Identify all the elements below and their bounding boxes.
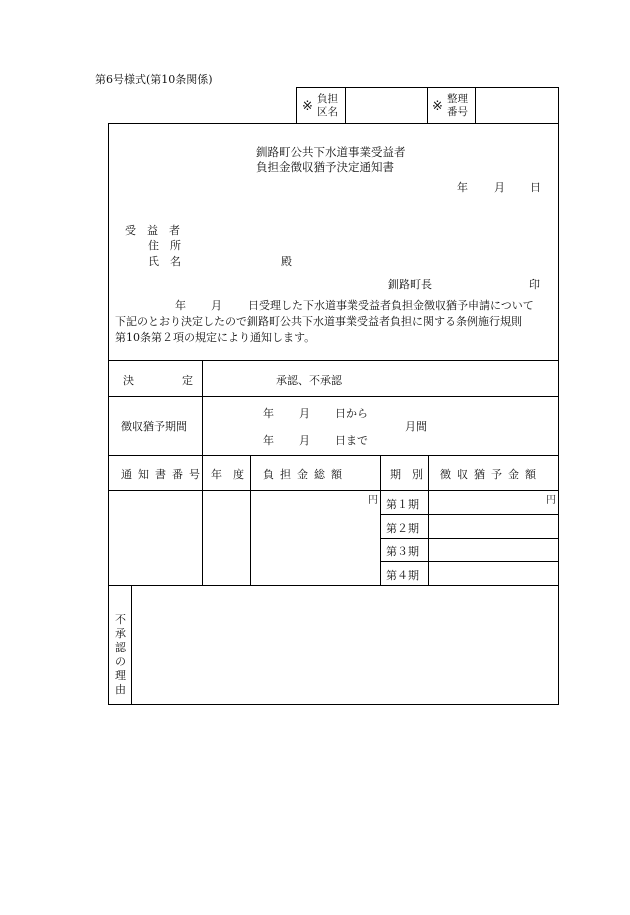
name-label: 氏 名	[148, 255, 181, 268]
reason-char-1: 不	[115, 613, 126, 626]
period-to-suffix: 日まで	[335, 434, 368, 447]
divider-period-4	[380, 561, 558, 562]
divider-total-column	[380, 455, 381, 585]
period-from-month: 月	[299, 407, 310, 420]
burden-area-label-line2: 区名	[317, 106, 338, 118]
header-boxes	[296, 87, 559, 124]
decision-label-right: 定	[182, 374, 193, 387]
burden-area-label-cell	[297, 88, 346, 124]
header-deferred-amount: 徴収猶予金額	[440, 468, 542, 481]
seal-mark: 印	[529, 278, 540, 291]
issuer-name: 釧路町長	[388, 278, 432, 291]
decision-value[interactable]: 承認、不承認	[276, 374, 342, 387]
burden-area-input[interactable]	[346, 88, 428, 124]
date-year: 年	[457, 181, 468, 194]
period-2-label: 第２期	[386, 522, 419, 535]
title-line2: 負担金徴収猶予決定通知書	[256, 160, 394, 174]
body-year: 年	[175, 299, 186, 312]
date-month: 月	[494, 181, 505, 194]
note-mark: ※	[302, 99, 313, 114]
divider-table-header-top	[109, 455, 558, 456]
divider-period-3	[380, 538, 558, 539]
body-month: 月	[211, 299, 222, 312]
address-label: 住 所	[148, 239, 181, 252]
reason-char-6: 由	[115, 683, 126, 696]
recipient-role: 受 益 者	[125, 224, 180, 237]
period-to-year: 年	[263, 434, 274, 447]
reason-char-3: 認	[115, 641, 126, 654]
reason-char-2: 承	[115, 627, 126, 640]
reference-number-input[interactable]	[476, 88, 558, 124]
header-fiscal-year: 年 度	[211, 468, 244, 481]
header-notice-number: 通知書番号	[121, 468, 206, 481]
body-line1: 日受理した下水道事業受益者負担金徴収猶予申請について	[248, 299, 534, 312]
divider-table-body-top	[109, 490, 558, 491]
divider-reason-top	[109, 585, 558, 586]
reference-label-line2: 番号	[447, 106, 468, 118]
deferred-yen-unit: 円	[546, 495, 556, 506]
period-from-suffix: 日から	[335, 407, 368, 420]
reason-char-4: の	[115, 655, 126, 668]
period-label: 徴収猶予期間	[121, 420, 187, 433]
title-line1: 釧路町公共下水道事業受益者	[256, 145, 406, 159]
honorific: 殿	[281, 255, 292, 268]
form-number: 第6号様式(第10条関係)	[95, 73, 213, 86]
reason-char-5: 理	[115, 669, 126, 682]
period-4-label: 第４期	[386, 569, 419, 582]
period-1-label: 第１期	[386, 498, 419, 511]
body-line2: 下記のとおり決定したので釧路町公共下水道事業受益者負担に関する条例施行規則	[115, 315, 522, 328]
divider-period-column	[428, 455, 429, 585]
divider-period-2	[380, 514, 558, 515]
note-mark: ※	[432, 99, 443, 114]
date-day: 日	[530, 181, 541, 194]
total-yen-unit: 円	[368, 495, 378, 506]
notice-form	[108, 123, 559, 705]
divider-reason-label	[131, 585, 132, 704]
body-line3: 第10条第２項の規定により通知します。	[115, 331, 316, 344]
header-period: 期 別	[390, 468, 423, 481]
divider-year-column	[250, 455, 251, 585]
period-to-month: 月	[299, 434, 310, 447]
burden-area-label-line1: 負担	[317, 93, 338, 105]
reference-label-line1: 整理	[447, 93, 468, 105]
decision-label-left: 決	[123, 374, 134, 387]
period-3-label: 第３期	[386, 545, 419, 558]
divider-period-top	[109, 396, 558, 397]
period-from-year: 年	[263, 407, 274, 420]
reference-label-cell	[428, 88, 476, 124]
header-total-amount: 負担金総額	[263, 468, 348, 481]
period-months: 月間	[405, 420, 427, 433]
divider-decision-top	[109, 360, 558, 361]
